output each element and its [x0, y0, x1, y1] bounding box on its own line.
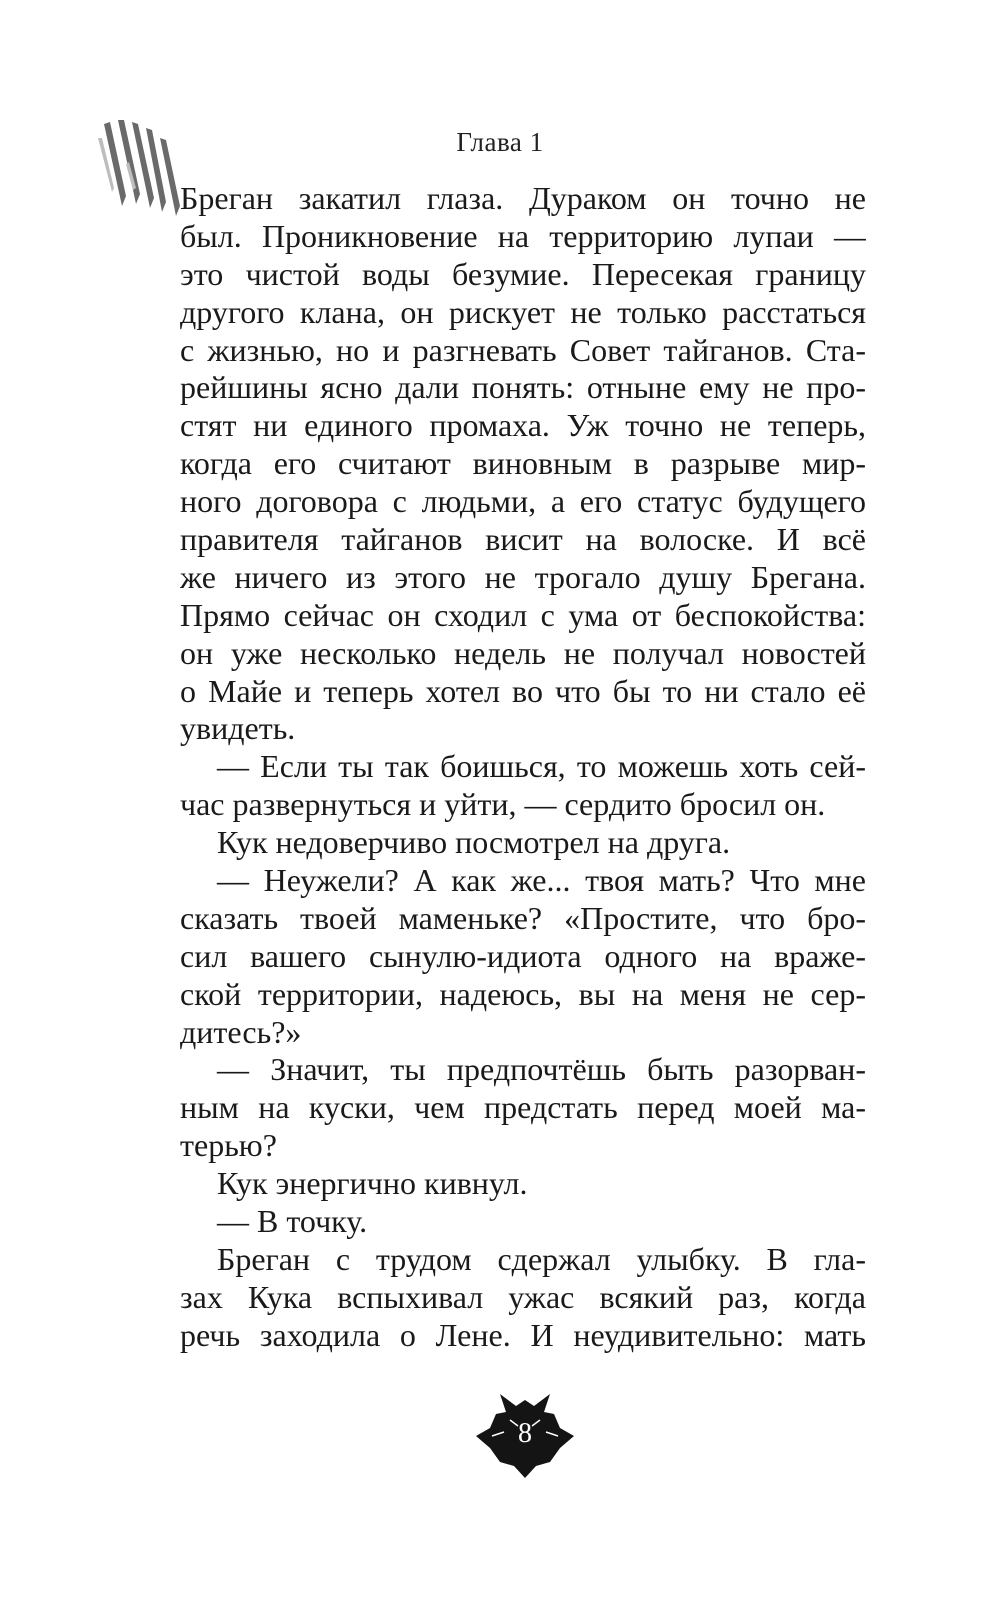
text-line: он уже несколько недель не получал новостей: [180, 634, 866, 671]
text-line: с жизнью, но и разгневать Совет тайганов. Ста-: [180, 331, 866, 368]
text-line: Бреган с трудом сдержал улыбку. В гла-: [217, 1240, 866, 1277]
page-number: 8: [518, 1418, 532, 1449]
text-line: сказать твоей маменьке? «Простите, что бро-: [180, 899, 866, 936]
text-line: правителя тайганов висит на волоске. И всё: [180, 521, 866, 558]
text-line: увидеть.: [180, 710, 296, 747]
text-line: дитесь?»: [180, 1013, 302, 1050]
text-line: речь заходила о Лене. И неудивительно: мать: [180, 1316, 866, 1353]
text-line: Бреган закатил глаза. Дураком он точно не: [180, 180, 866, 216]
text-line: рейшины ясно дали понять: отныне ему не про-: [180, 369, 866, 406]
text-line: стят ни единого промаха. Уж точно не теперь,: [180, 407, 866, 444]
text-line: час развернуться и уйти, — сердито бросил он.: [180, 786, 826, 823]
text-line: — Неужели? А как же... твоя мать? Что мне: [217, 862, 866, 899]
text-line: ным на куски, чем предстать перед моей ма-: [180, 1089, 866, 1126]
text-line: Прямо сейчас он сходил с ума от беспокойства:: [180, 596, 866, 633]
text-line: — В точку.: [217, 1203, 368, 1240]
text-line: — Если ты так боишься, то можешь хоть сей-: [217, 748, 866, 785]
running-head: Глава 1: [456, 127, 544, 157]
text-line: о Майе и теперь хотел во что бы то ни стало её: [180, 672, 866, 709]
text-line: другого клана, он рискует не только расстаться: [180, 293, 866, 330]
text-line: зах Кука вспыхивал ужас всякий раз, когда: [180, 1278, 866, 1315]
text-line: — Значит, ты предпочтёшь быть разорван-: [217, 1051, 866, 1088]
text-line: терью?: [180, 1127, 277, 1164]
body-text: [180, 180, 866, 1355]
text-line: был. Проникновение на территорию лупаи —: [180, 217, 866, 254]
text-line: Кук недоверчиво посмотрел на друга.: [217, 824, 731, 861]
text-line: ного договора с людьми, а его статус будущего: [180, 483, 866, 520]
text-line: это чистой воды безумие. Пересекая границу: [180, 255, 866, 292]
text-line: же ничего из этого не трогало душу Брегана.: [180, 558, 866, 595]
text-line: Кук энергично кивнул.: [217, 1165, 528, 1202]
text-line: сил вашего сынулю-идиота одного на враже-: [180, 937, 866, 974]
text-line: ской территории, надеюсь, вы на меня не сер-: [180, 975, 866, 1012]
text-line: когда его считают виновным в разрыве мир-: [180, 445, 866, 482]
